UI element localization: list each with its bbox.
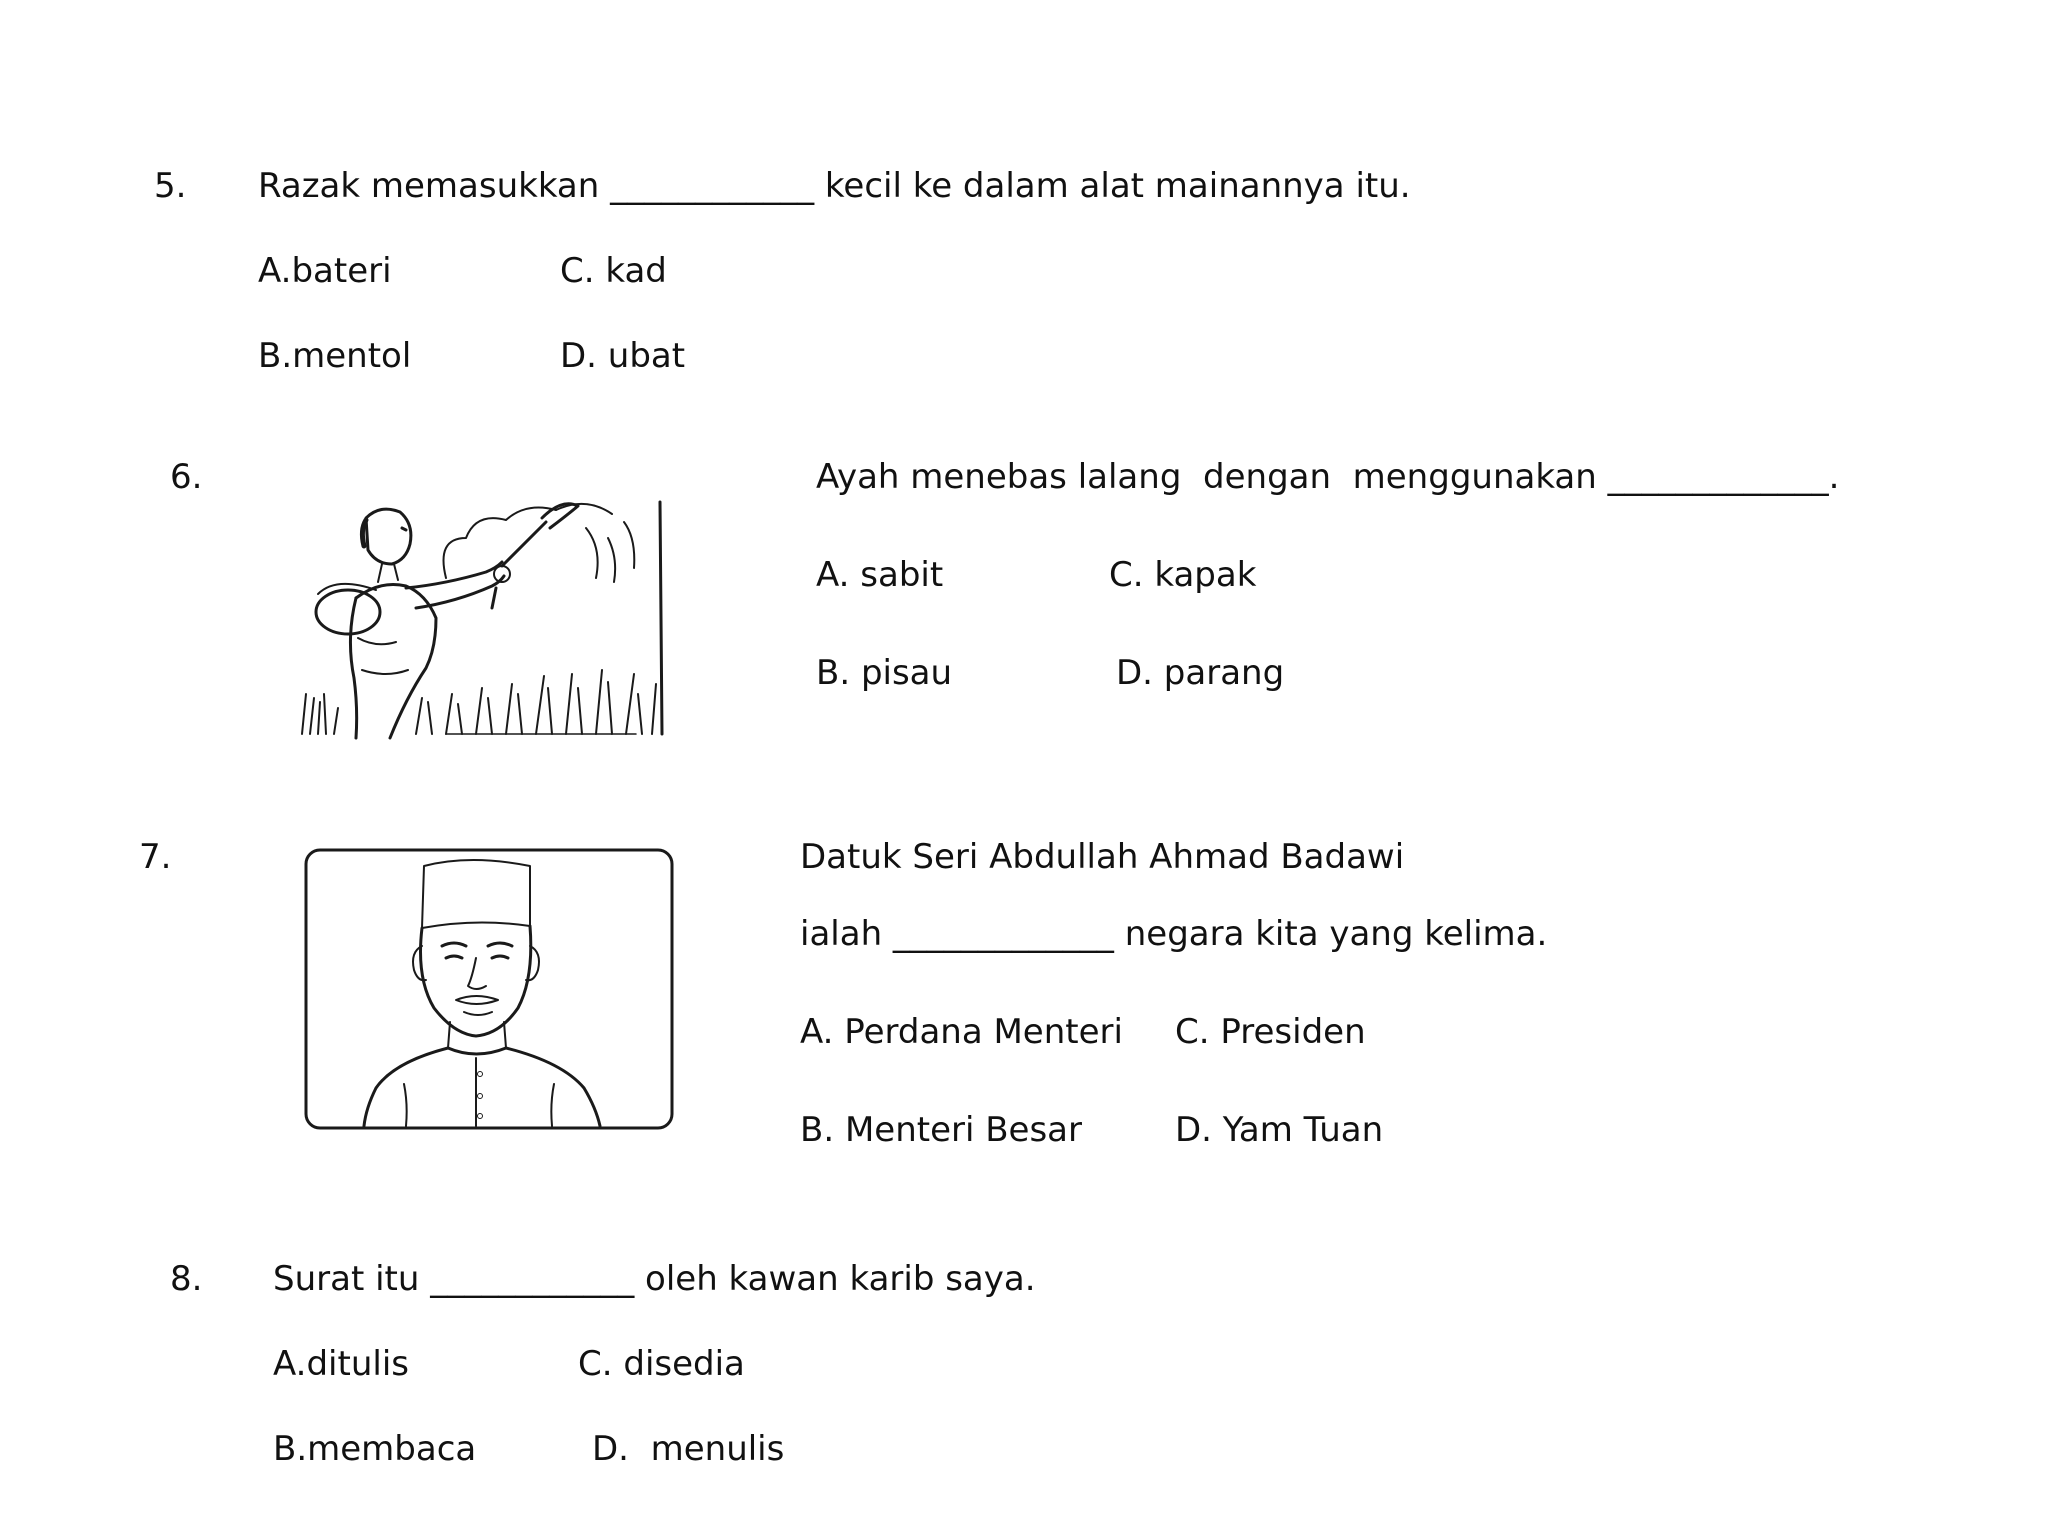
question-5-option-b[interactable]: B.mentol: [258, 336, 412, 376]
portrait-illustration: [304, 848, 674, 1130]
question-8-option-d[interactable]: D. menulis: [592, 1429, 785, 1469]
question-6-option-c[interactable]: C. kapak: [1109, 555, 1257, 595]
question-8-option-c[interactable]: C. disedia: [578, 1344, 745, 1384]
question-7-option-a[interactable]: A. Perdana Menteri: [800, 1012, 1123, 1052]
question-7-line-2: ialah _____________ negara kita yang kelima.: [800, 914, 1548, 954]
question-7-option-d[interactable]: D. Yam Tuan: [1175, 1110, 1384, 1150]
question-6-text: Ayah menebas lalang dengan menggunakan _____________.: [816, 457, 1840, 497]
question-6-option-b[interactable]: B. pisau: [816, 653, 953, 693]
question-8-text: Surat itu ____________ oleh kawan karib saya.: [273, 1259, 1036, 1299]
question-6-number: 6.: [170, 457, 203, 497]
question-6-option-d[interactable]: D. parang: [1116, 653, 1285, 693]
question-5-option-c[interactable]: C. kad: [560, 251, 667, 291]
question-7-number: 7.: [139, 837, 172, 877]
question-7-line-1: Datuk Seri Abdullah Ahmad Badawi: [800, 837, 1405, 877]
question-5-number: 5.: [154, 166, 187, 206]
question-8-option-a[interactable]: A.ditulis: [273, 1344, 409, 1384]
question-7-option-b[interactable]: B. Menteri Besar: [800, 1110, 1082, 1150]
question-7-option-c[interactable]: C. Presiden: [1175, 1012, 1366, 1052]
question-5-option-d[interactable]: D. ubat: [560, 336, 686, 376]
man-cutting-grass-illustration: [296, 498, 666, 738]
question-8-number: 8.: [170, 1259, 203, 1299]
question-8-option-b[interactable]: B.membaca: [273, 1429, 477, 1469]
question-5-text: Razak memasukkan ____________ kecil ke dalam alat mainannya itu.: [258, 166, 1411, 206]
question-5-option-a[interactable]: A.bateri: [258, 251, 392, 291]
question-6-option-a[interactable]: A. sabit: [816, 555, 944, 595]
